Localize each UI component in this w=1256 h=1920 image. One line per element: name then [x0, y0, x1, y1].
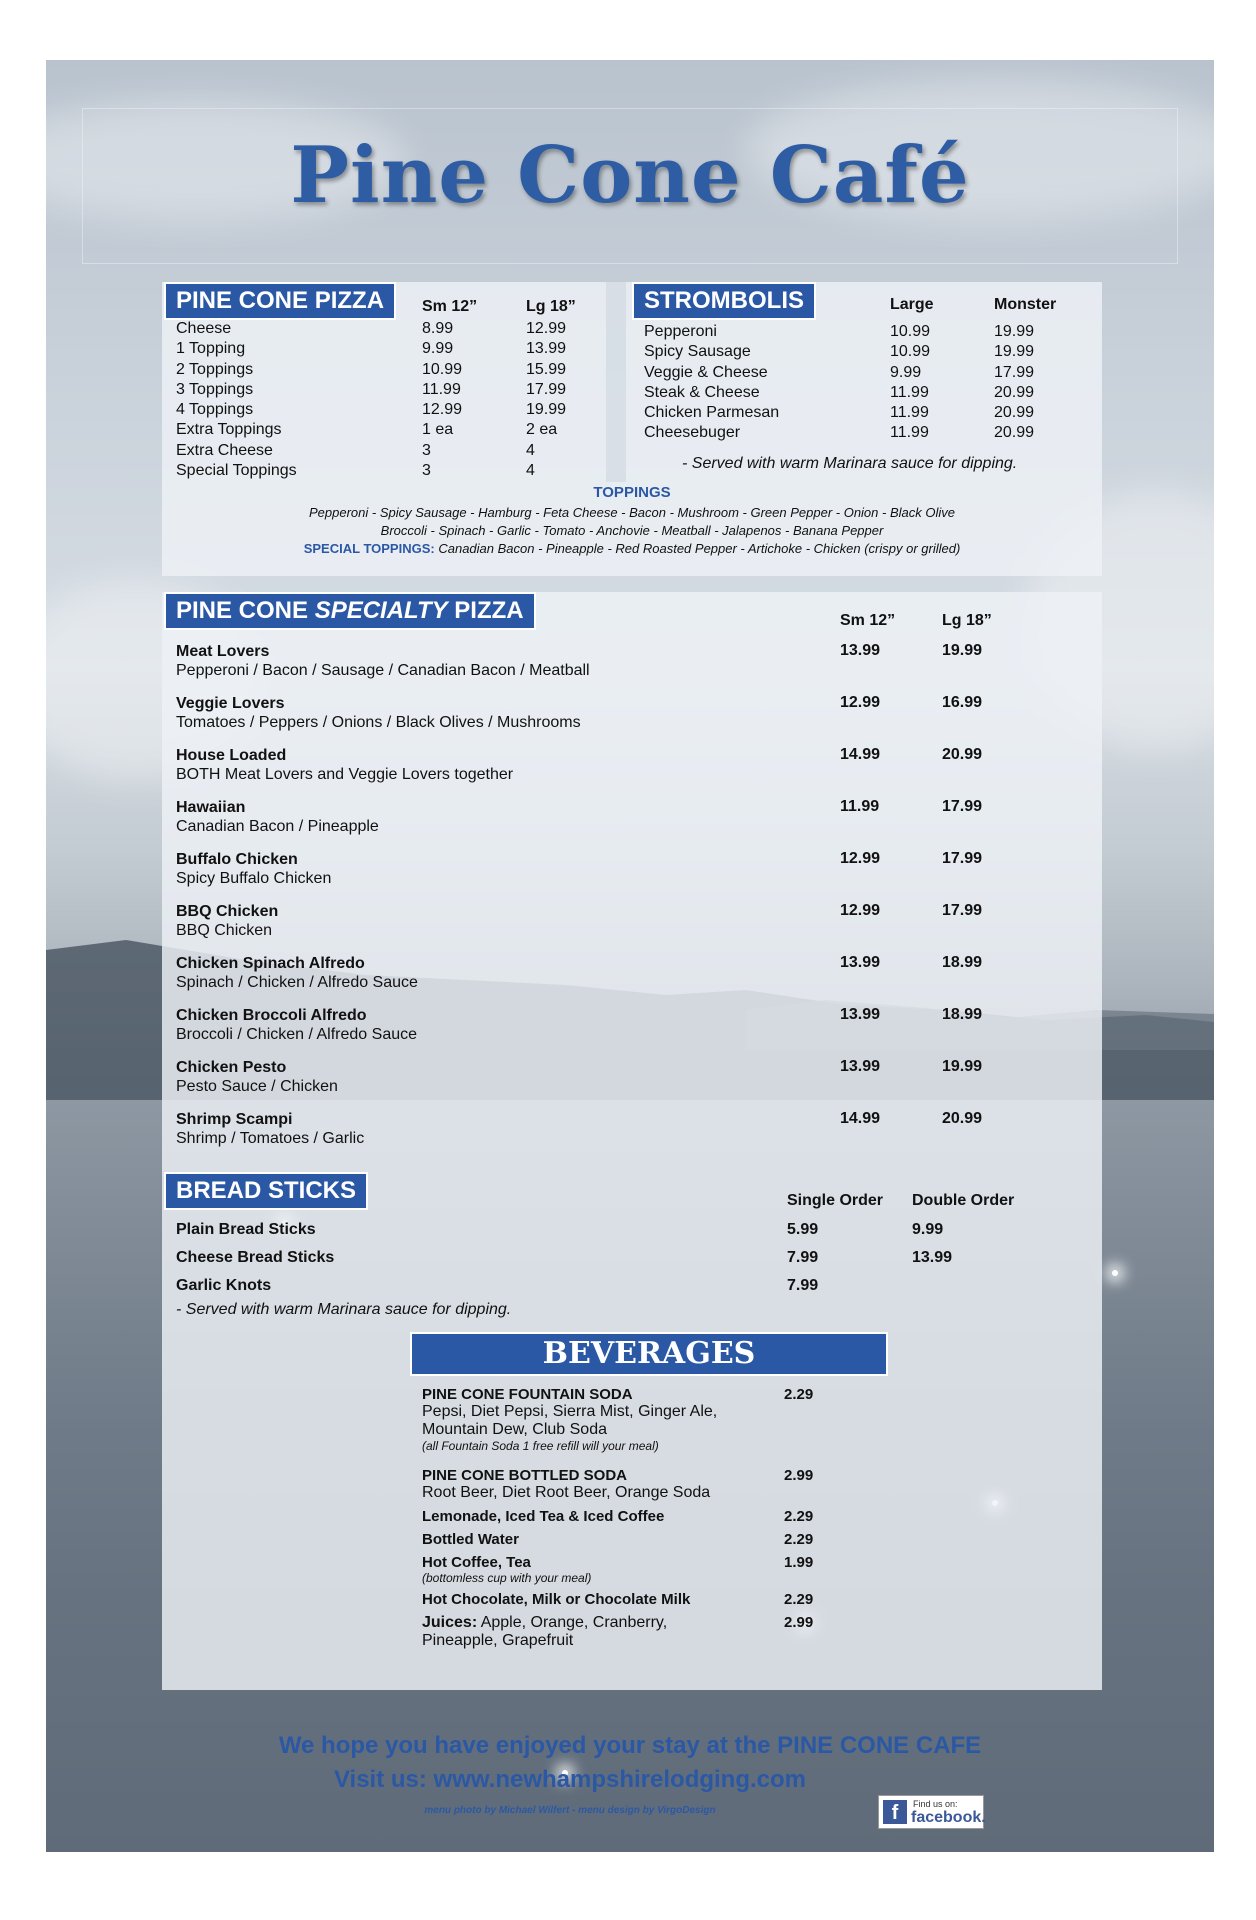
pizza-lg-row: 15.99	[526, 360, 567, 378]
specialty-item-desc: Shrimp / Tomatoes / Garlic	[176, 1130, 365, 1147]
specialty-item-price-sm: 13.99	[840, 954, 881, 971]
breadsticks-col-double: Double Order	[912, 1192, 1015, 1209]
specialty-item-price-lg: 18.99	[942, 1006, 983, 1023]
pizza-sm-row: 11.99	[422, 380, 461, 398]
specialty-item-desc: Pesto Sauce / Chicken	[176, 1078, 338, 1095]
strom-large-row: 11.99	[890, 383, 929, 401]
bs-single-row: 5.99	[787, 1221, 819, 1238]
specialty-items	[162, 642, 1102, 1242]
hot-coffee-name: Hot Coffee, Tea	[422, 1554, 531, 1571]
breadsticks-col-single: Single Order	[787, 1192, 884, 1209]
fountain-soda	[422, 1386, 1022, 1403]
specialty-item-name: Meat Lovers	[176, 643, 270, 660]
specialty-col-sm: Sm 12”	[840, 612, 896, 629]
pizza-sm-row: 3	[422, 462, 431, 480]
breadsticks-header: BREAD STICKS	[164, 1172, 368, 1210]
specialty-item-price-sm: 13.99	[840, 1058, 881, 1075]
bs-names-row: Garlic Knots	[176, 1277, 272, 1294]
specialty-item-name: House Loaded	[176, 747, 287, 764]
specialty-item-price-sm: 12.99	[840, 850, 881, 867]
strom-large-row: 9.99	[890, 363, 922, 381]
facebook-badge[interactable]	[878, 1795, 984, 1829]
bottled-soda	[422, 1467, 1022, 1484]
specialty-item-price-sm: 12.99	[840, 694, 881, 711]
strom-monster-row: 20.99	[994, 424, 1035, 442]
facebook-wordmark: facebook.	[911, 1809, 986, 1826]
pizza-lg-row: 12.99	[526, 320, 567, 337]
strom-names-row: Cheesebuger	[644, 424, 741, 442]
pizza-col-lg: Lg 18”	[526, 298, 576, 315]
specialty-item-price-lg: 19.99	[942, 642, 983, 659]
strom-large-row: 11.99	[890, 404, 929, 422]
pizza-lg-row: 19.99	[526, 401, 567, 419]
specialty-item-price-lg: 18.99	[942, 954, 983, 971]
pizza-sm-row: 8.99	[422, 320, 454, 337]
pizza-header: PINE CONE PIZZA	[164, 282, 396, 320]
bottled-soda-price: 2.99	[784, 1467, 814, 1484]
lemonade-price: 2.29	[784, 1508, 814, 1525]
specialty-item-desc: Spicy Buffalo Chicken	[176, 870, 332, 887]
specialty-item-price-sm: 13.99	[840, 642, 881, 659]
specialty-item-price-lg: 17.99	[942, 902, 983, 919]
pizza-lg-prices	[526, 319, 566, 481]
specialty-item-name: Chicken Broccoli Alfredo	[176, 1007, 367, 1024]
specialty-item-desc: BBQ Chicken	[176, 922, 273, 939]
bottled-water	[422, 1531, 1022, 1548]
sparkle	[1112, 1270, 1118, 1276]
lemonade-name: Lemonade, Iced Tea & Iced Coffee	[422, 1508, 665, 1525]
strom-large-row: 10.99	[890, 323, 931, 340]
pizza-sm-row: 9.99	[422, 340, 454, 358]
bs-single-row: 7.99	[787, 1249, 819, 1266]
footer-line-2[interactable]: Visit us: www.newhampshirelodging.com	[333, 1766, 807, 1793]
beverages-list	[422, 1386, 1022, 1650]
lemonade	[422, 1508, 1022, 1525]
strom-names-row: Chicken Parmesan	[644, 404, 780, 422]
specialty-item-name: Hawaiian	[176, 799, 246, 816]
juices-label: Juices:	[422, 1614, 478, 1631]
specialty-item-name: Veggie Lovers	[176, 695, 285, 712]
specialty-item-name: Chicken Spinach Alfredo	[176, 955, 365, 972]
bs-names-row: Cheese Bread Sticks	[176, 1249, 335, 1266]
toppings-line-1: Pepperoni - Spicy Sausage - Hamburg - Feta Cheese - Bacon - Mushroom - Green Pepper - Onion - Black Olive	[309, 505, 955, 520]
specialty-item-price-sm: 14.99	[840, 1110, 881, 1127]
strombolis-divider	[606, 282, 626, 482]
bs-double-row: 13.99	[912, 1249, 953, 1266]
pizza-names-row: Extra Cheese	[176, 441, 273, 459]
pizza-col-sm: Sm 12”	[422, 298, 478, 315]
special-toppings-line	[162, 540, 1102, 557]
specialty-item-price-lg: 20.99	[942, 1110, 983, 1127]
toppings-header: TOPPINGS	[593, 484, 671, 501]
specialty-item-price-lg: 17.99	[942, 798, 983, 815]
fountain-soda-desc-1: Pepsi, Diet Pepsi, Sierra Mist, Ginger Ale,	[422, 1403, 718, 1420]
strombolis-note: - Served with warm Marinara sauce for dipping.	[682, 455, 1018, 472]
strom-monster-row: 19.99	[994, 343, 1035, 361]
breadsticks-names	[176, 1216, 334, 1300]
strom-large-row: 11.99	[890, 424, 929, 442]
pizza-names-row: Special Toppings	[176, 462, 297, 480]
strombolis-header: STROMBOLIS	[632, 282, 816, 320]
specialty-item-price-lg: 20.99	[942, 746, 983, 763]
specialty-item-desc: Canadian Bacon / Pineapple	[176, 818, 379, 835]
strom-names-row: Steak & Cheese	[644, 383, 760, 401]
bottled-soda-name: PINE CONE BOTTLED SODA	[422, 1467, 628, 1484]
bs-double-row: 9.99	[912, 1221, 944, 1238]
fountain-soda-desc-2: Mountain Dew, Club Soda	[422, 1421, 607, 1438]
strom-large-row: 10.99	[890, 343, 931, 361]
specialty-item-price-sm: 14.99	[840, 746, 881, 763]
strombolis-names	[644, 322, 779, 444]
breadsticks-single-prices	[787, 1216, 818, 1300]
pizza-lg-row: 4	[526, 441, 535, 459]
beverages-header: BEVERAGES	[410, 1332, 888, 1376]
fountain-soda-note: (all Fountain Soda 1 free refill will your meal)	[422, 1439, 659, 1453]
bs-single-row: 7.99	[787, 1277, 819, 1294]
pizza-names-row: Cheese	[176, 320, 232, 337]
specialty-item-desc: BOTH Meat Lovers and Veggie Lovers together	[176, 766, 514, 783]
juices-desc-1: Apple, Orange, Cranberry,	[477, 1614, 668, 1631]
hot-coffee	[422, 1554, 1022, 1571]
breadsticks-note: - Served with warm Marinara sauce for dipping.	[176, 1301, 512, 1318]
pizza-sm-row: 10.99	[422, 360, 463, 378]
strombolis-large-prices	[890, 322, 930, 444]
special-toppings-label: SPECIAL TOPPINGS:	[303, 541, 435, 556]
hot-chocolate-price: 2.29	[784, 1591, 814, 1608]
strom-names-row: Veggie & Cheese	[644, 363, 768, 381]
specialty-item-price-lg: 16.99	[942, 694, 983, 711]
fountain-soda-price: 2.29	[784, 1386, 814, 1403]
strom-names-row: Pepperoni	[644, 323, 717, 340]
specialty-item-name: Shrimp Scampi	[176, 1111, 293, 1128]
toppings-line-2: Broccoli - Spinach - Garlic - Tomato - Anchovie - Meatball - Jalapenos - Banana Pepper	[380, 523, 884, 538]
strom-monster-row: 20.99	[994, 404, 1035, 422]
special-toppings-list: Canadian Bacon - Pineapple - Red Roasted Pepper - Artichoke - Chicken (crispy or grilled)	[438, 541, 961, 556]
pizza-names-row: Extra Toppings	[176, 421, 282, 439]
strombolis-col-monster: Monster	[994, 296, 1057, 313]
specialty-col-lg: Lg 18”	[942, 612, 992, 629]
hot-chocolate	[422, 1591, 1022, 1608]
bs-names-row: Plain Bread Sticks	[176, 1221, 316, 1238]
specialty-item-desc: Tomatoes / Peppers / Onions / Black Olives / Mushrooms	[176, 714, 581, 731]
pizza-sm-prices	[422, 319, 462, 481]
strombolis-monster-prices	[994, 322, 1034, 444]
pizza-names-row: 1 Topping	[176, 340, 246, 358]
footer-credit: menu photo by Michael Wilfert - menu design by VirgoDesign	[424, 1805, 716, 1816]
bottled-water-price: 2.29	[784, 1531, 814, 1548]
footer-line-1: We hope you have enjoyed your stay at the PINE CONE CAFE	[278, 1732, 982, 1759]
strombolis-col-large: Large	[890, 296, 934, 313]
strom-monster-row: 20.99	[994, 383, 1035, 401]
pizza-lg-row: 17.99	[526, 380, 567, 398]
bottled-soda-desc: Root Beer, Diet Root Beer, Orange Soda	[422, 1484, 711, 1501]
facebook-icon: f	[883, 1800, 907, 1824]
specialty-item-desc: Pepperoni / Bacon / Sausage / Canadian Bacon / Meatball	[176, 662, 590, 679]
specialty-header-b: SPECIALTY	[314, 597, 448, 624]
specialty-item-name: Chicken Pesto	[176, 1059, 287, 1076]
specialty-item-price-sm: 13.99	[840, 1006, 881, 1023]
strom-monster-row: 19.99	[994, 323, 1035, 340]
page-title: Pine Cone Café	[290, 130, 970, 221]
hot-chocolate-name: Hot Chocolate, Milk or Chocolate Milk	[422, 1591, 691, 1608]
specialty-header	[164, 592, 536, 630]
specialty-header-a: PINE CONE	[176, 597, 315, 624]
pizza-names-row: 3 Toppings	[176, 380, 254, 398]
specialty-item-desc: Broccoli / Chicken / Alfredo Sauce	[176, 1026, 418, 1043]
juices	[422, 1614, 1022, 1632]
fountain-soda-name: PINE CONE FOUNTAIN SODA	[422, 1386, 633, 1403]
specialty-item-price-lg: 19.99	[942, 1058, 983, 1075]
strom-names-row: Spicy Sausage	[644, 343, 751, 361]
hot-coffee-price: 1.99	[784, 1554, 814, 1571]
pizza-sm-row: 12.99	[422, 401, 463, 419]
bottled-water-name: Bottled Water	[422, 1531, 519, 1548]
facebook-find-us: Find us on:	[913, 1799, 958, 1809]
hot-coffee-note: (bottomless cup with your meal)	[422, 1571, 592, 1585]
specialty-item-price-sm: 11.99	[840, 798, 880, 815]
strom-monster-row: 17.99	[994, 363, 1035, 381]
juices-desc-2: Pineapple, Grapefruit	[422, 1632, 574, 1649]
pizza-lg-row: 4	[526, 462, 535, 480]
specialty-item-price-lg: 17.99	[942, 850, 983, 867]
specialty-item-name: Buffalo Chicken	[176, 851, 298, 868]
specialty-item-name: BBQ Chicken	[176, 903, 279, 920]
menu-poster	[46, 60, 1214, 1852]
pizza-sm-row: 3	[422, 441, 431, 459]
pizza-names-row: 2 Toppings	[176, 360, 254, 378]
pizza-sm-row: 1 ea	[422, 421, 454, 439]
pizza-names	[176, 319, 297, 481]
pizza-lg-row: 2 ea	[526, 421, 558, 439]
specialty-item-price-sm: 12.99	[840, 902, 881, 919]
breadsticks-double-prices	[912, 1216, 952, 1272]
specialty-header-c: PIZZA	[447, 597, 524, 624]
pizza-names-row: 4 Toppings	[176, 401, 254, 419]
specialty-item-desc: Spinach / Chicken / Alfredo Sauce	[176, 974, 418, 991]
juices-price: 2.99	[784, 1614, 814, 1631]
pizza-lg-row: 13.99	[526, 340, 567, 358]
